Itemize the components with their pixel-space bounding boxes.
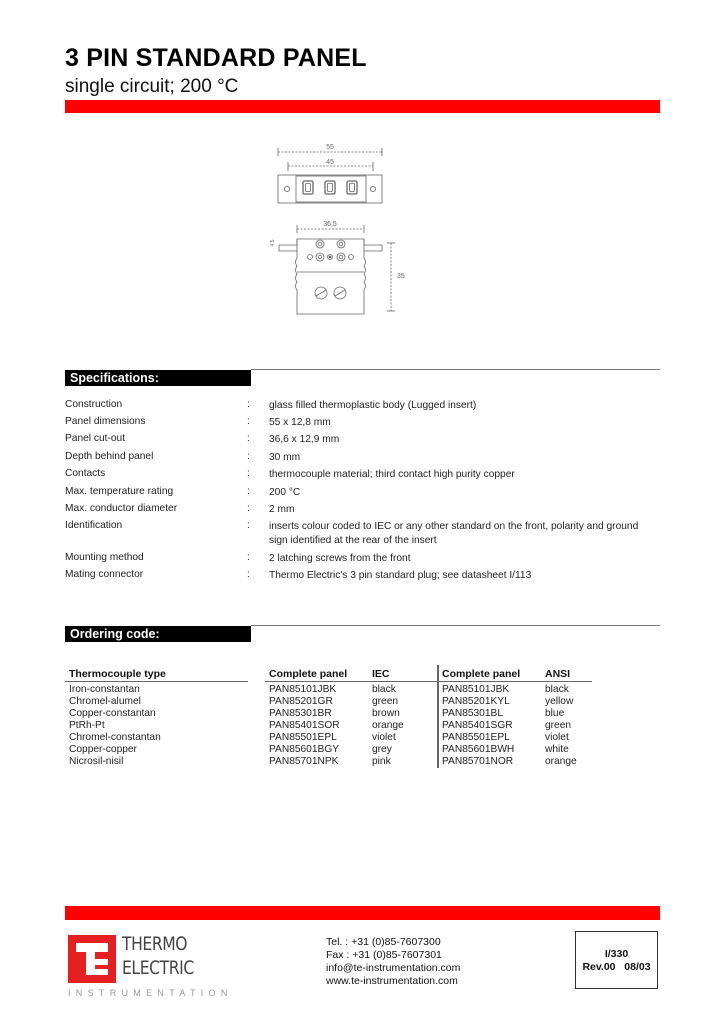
specifications-divider (251, 369, 660, 370)
svg-text:45: 45 (326, 159, 334, 166)
header-red-bar (65, 100, 660, 113)
company-logo-mark (68, 935, 116, 983)
complete-panel-ansi-cell: PAN85501EPL (442, 732, 510, 743)
document-revision: Rev.00 08/03 (582, 961, 651, 973)
table-column-divider (437, 665, 439, 768)
column-header-ansi: ANSI (545, 668, 571, 680)
spec-label: Identification (65, 520, 123, 531)
ansi-color-cell: orange (545, 756, 577, 767)
technical-drawing (260, 135, 420, 325)
logo-tagline: INSTRUMENTATION (68, 988, 233, 998)
thermocouple-type-cell: PtRh-Pt (69, 720, 105, 731)
spec-separator: : (247, 416, 250, 427)
spec-value: 30 mm (269, 452, 301, 463)
thermocouple-type-cell: Nicrosil-nisil (69, 756, 124, 767)
spec-separator: : (247, 451, 250, 462)
spec-separator: : (247, 503, 250, 514)
spec-value: 200 °C (269, 487, 301, 498)
column-header-complete-panel-iec: Complete panel (269, 668, 348, 680)
spec-label: Construction (65, 399, 123, 410)
spec-separator: : (247, 399, 250, 410)
spec-separator: : (247, 486, 250, 497)
complete-panel-iec-cell: PAN85501EPL (269, 732, 337, 743)
spec-label: Depth behind panel (65, 451, 154, 462)
document-reference-box (575, 931, 658, 989)
logo-text-thermo: THERMO (122, 933, 188, 955)
spec-value: thermocouple material; third contact high purity copper (269, 469, 515, 480)
ordering-heading: Ordering code: (65, 626, 251, 642)
spec-separator: : (247, 552, 250, 563)
spec-label: Panel cut-out (65, 433, 126, 444)
spec-label: Mating connector (65, 569, 144, 580)
spec-label: Contacts (65, 468, 106, 479)
ansi-color-cell: violet (545, 732, 569, 743)
column-header-iec: IEC (372, 668, 390, 680)
complete-panel-iec-cell: PAN85201GR (269, 696, 333, 707)
spec-value: 55 x 12,8 mm (269, 417, 331, 428)
thermocouple-type-cell: Iron-constantan (69, 684, 140, 695)
complete-panel-ansi-cell: PAN85201KYL (442, 696, 510, 707)
spec-value: 2 mm (269, 504, 295, 515)
complete-panel-iec-cell: PAN85701NPK (269, 756, 339, 767)
svg-text:35: 35 (397, 273, 405, 280)
iec-color-cell: brown (372, 708, 400, 719)
document-number: I/330 (604, 948, 629, 960)
column-header-thermocouple-type: Thermocouple type (69, 668, 166, 680)
thermocouple-type-cell: Copper-copper (69, 744, 137, 755)
spec-separator: : (247, 569, 250, 580)
table-header-underline (65, 681, 248, 682)
thermocouple-type-cell: Copper-constantan (69, 708, 156, 719)
iec-color-cell: orange (372, 720, 404, 731)
contact-website[interactable]: www.te-instrumentation.com (326, 975, 458, 987)
top-view-drawing (278, 148, 382, 203)
spec-label: Max. conductor diameter (65, 503, 178, 514)
contact-fax: Fax : +31 (0)85-7607301 (326, 949, 442, 961)
iec-color-cell: grey (372, 744, 392, 755)
thermocouple-type-cell: Chromel-constantan (69, 732, 161, 743)
complete-panel-ansi-cell: PAN85601BWH (442, 744, 515, 755)
spec-value: 36,6 x 12,9 mm (269, 434, 340, 445)
page-subtitle: single circuit; 200 °C (65, 76, 239, 97)
specifications-heading: Specifications: (65, 370, 251, 386)
ansi-color-cell: green (545, 720, 572, 731)
iec-color-cell: black (372, 684, 396, 695)
spec-value: 2 latching screws from the front (269, 553, 411, 564)
spec-separator: : (247, 520, 250, 531)
ansi-color-cell: white (545, 744, 569, 755)
svg-text:55: 55 (326, 144, 334, 151)
footer-red-bar (65, 906, 660, 920)
ansi-color-cell: black (545, 684, 569, 695)
complete-panel-iec-cell: PAN85301BR (269, 708, 332, 719)
svg-text:36,5: 36,5 (323, 221, 337, 228)
spec-separator: : (247, 433, 250, 444)
iec-color-cell: violet (372, 732, 396, 743)
iec-color-cell: green (372, 696, 399, 707)
complete-panel-ansi-cell: PAN85301BL (442, 708, 503, 719)
table-header-underline (265, 681, 592, 682)
contact-email[interactable]: info@te-instrumentation.com (326, 962, 461, 974)
spec-label: Mounting method (65, 552, 144, 563)
complete-panel-ansi-cell: PAN85701NOR (442, 756, 514, 767)
complete-panel-ansi-cell: PAN85401SGR (442, 720, 513, 731)
ansi-color-cell: yellow (545, 696, 574, 707)
svg-text:4,5: 4,5 (270, 239, 276, 247)
spec-value: Thermo Electric's 3 pin standard plug; see datasheet I/113 (269, 570, 532, 581)
ordering-divider (251, 625, 660, 626)
page-title: 3 PIN STANDARD PANEL (65, 44, 367, 72)
complete-panel-iec-cell: PAN85401SOR (269, 720, 340, 731)
contact-phone: Tel. : +31 (0)85-7607300 (326, 936, 441, 948)
complete-panel-iec-cell: PAN85601BGY (269, 744, 340, 755)
iec-color-cell: pink (372, 756, 391, 767)
logo-text-electric: ELECTRIC (122, 957, 194, 979)
spec-label: Panel dimensions (65, 416, 146, 427)
column-header-complete-panel-ansi: Complete panel (442, 668, 521, 680)
spec-separator: : (247, 468, 250, 479)
spec-value: inserts colour coded to IEC or any other standard on the front, polarity and ground sign identified at the rear of the insert (269, 521, 639, 546)
complete-panel-iec-cell: PAN85101JBK (269, 684, 337, 695)
side-view-drawing (279, 225, 395, 314)
spec-value: glass filled thermoplastic body (Lugged insert) (269, 400, 477, 411)
thermocouple-type-cell: Chromel-alumel (69, 696, 141, 707)
complete-panel-ansi-cell: PAN85101JBK (442, 684, 510, 695)
te-logo-icon (68, 935, 116, 983)
spec-label: Max. temperature rating (65, 486, 174, 497)
ansi-color-cell: blue (545, 708, 565, 719)
